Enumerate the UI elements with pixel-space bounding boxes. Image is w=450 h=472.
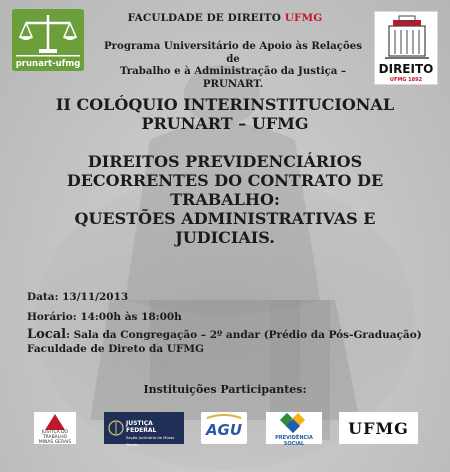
event-title-line-2: PRUNART – UFMG [141,114,309,133]
location-label: Local [27,327,67,342]
event-time: Horário: 14:00h às 18:00h [27,311,182,323]
event-title-line-1: II COLÓQUIO INTERINSTITUCIONAL [55,95,395,114]
programa-heading [98,40,368,90]
agu-logo [201,412,247,444]
ufmg-name: UFMG [348,419,409,438]
agu-name: AGU [205,421,243,439]
location-line-2: Faculdade de Direto da UFMG [27,343,205,355]
justica-trabalho-sub: MINAS GERAIS [38,440,72,445]
previdencia-social-logo [266,412,322,447]
institutions-title: Instituições Participantes: [143,383,307,396]
previdencia-name: PREVIDÊNCIA SOCIAL [275,435,313,447]
building-icon [375,12,439,62]
justica-trabalho-logo [34,412,76,444]
scales-icon [106,412,126,444]
faculdade-name: FACULDADE DE DIREITO [127,12,281,24]
direito-ufmg-logo [374,11,438,85]
justica-federal-sub: Seção Judiciária de Minas Gerais [126,435,175,447]
event-subtitle-line-2: DECORRENTES DO CONTRATO DE [66,171,384,190]
event-date: Data: 13/11/2013 [27,291,129,303]
justica-trabalho-name: JUSTIÇA DO TRABALHO [41,430,69,440]
event-subtitle [0,152,450,247]
justica-federal-logo [104,412,184,447]
programa-line-1: Programa Universitário de Apoio às Relações de [104,40,362,65]
event-subtitle-line-3: TRABALHO: [170,190,280,209]
justica-federal-name: JUSTIÇA FEDERAL [126,420,157,434]
direito-logo-word: DIREITO [378,62,434,76]
faculdade-accent: UFMG [284,12,323,24]
programa-line-2: Trabalho e à Administração da Justiça – PRUNART. [119,65,347,90]
event-title [0,95,450,133]
direito-logo-sub: UFMG 1892 [389,77,423,83]
event-subtitle-line-1: DIREITOS PREVIDENCIÁRIOS [87,152,363,171]
location-value: : Sala da Congregação – 2º andar (Prédio da Pós-Graduação) [66,329,422,341]
event-subtitle-line-5: JUDICIAIS. [175,228,275,247]
ufmg-logo [339,412,418,444]
event-subtitle-line-4: QUESTÕES ADMINISTRATIVAS E [74,209,376,228]
event-location [27,328,422,356]
prunart-logo-caption: prunart-ufmg [15,59,81,69]
